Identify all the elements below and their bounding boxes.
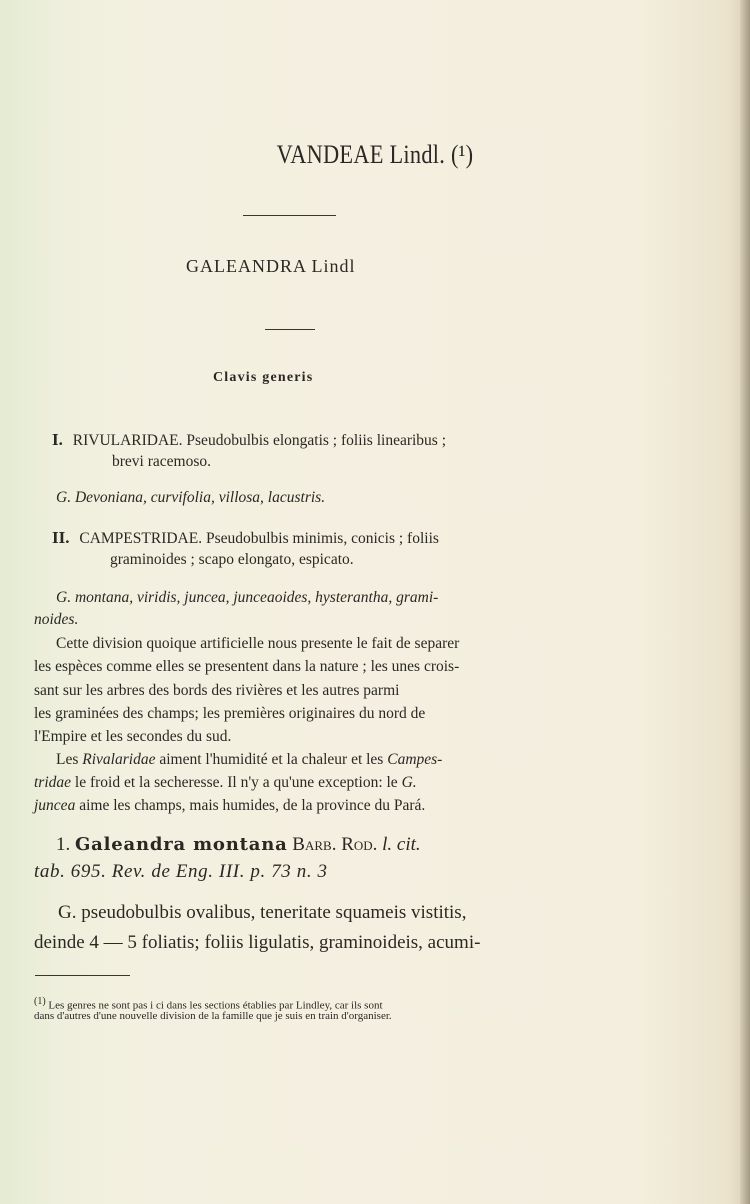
footnote-text: Les genres ne sont pas i ci dans les sections établies par Lindley, car ils sont xyxy=(48,999,383,1012)
section-1-species xyxy=(56,489,325,507)
italic-text: Campes- xyxy=(387,751,443,768)
text: Les xyxy=(56,751,83,768)
section-1-numeral: I. xyxy=(52,430,63,449)
section-2-numeral: II. xyxy=(52,528,70,547)
paragraph-2-line-1 xyxy=(56,751,442,769)
species-list: Devoniana, curvifolia, villosa, lacustris. xyxy=(74,489,326,506)
description-line-1: G. pseudobulbis ovalibus, teneritate squameis vistitis, xyxy=(58,902,467,923)
clavis-heading: Clavis generis xyxy=(213,370,314,385)
genus-divider xyxy=(265,329,315,330)
section-1-line-2: brevi racemoso. xyxy=(112,453,211,470)
italic-text: juncea xyxy=(34,797,76,814)
section-1-name: RIVULARIDAE. xyxy=(72,432,183,449)
section-2-name: CAMPESTRIDAE. xyxy=(79,530,203,547)
text: aiment l'humidité et la chaleur et les xyxy=(155,751,388,768)
paragraph-1-line: sant sur les arbres des bords des rivières et les autres parmi xyxy=(34,682,400,699)
genus-abbr: G. xyxy=(56,489,72,506)
paragraph-2-line-2 xyxy=(34,774,417,792)
section-2-species-line-2: noides. xyxy=(34,611,79,628)
footnote-number: (1) xyxy=(34,996,46,1007)
paragraph-1-line: les graminées des champs; les premières originaires du nord de xyxy=(34,705,426,722)
page-title xyxy=(53,140,698,170)
paragraph-1-line: les espèces comme elles se presentent dans la nature ; les unes crois- xyxy=(34,658,460,675)
tribe-name: VANDEAE Lindl. xyxy=(276,140,446,169)
bleed-through-text xyxy=(580,95,730,745)
italic-text: G. xyxy=(401,774,417,791)
paragraph-2-line-3 xyxy=(34,797,425,815)
section-2-line-1 xyxy=(52,528,439,548)
footnote-line-2: dans d'autres d'une nouvelle division de la famille que je suis en train d'organiser. xyxy=(34,1010,392,1022)
section-1-text: Pseudobulbis elongatis ; foliis linearibus ; xyxy=(186,432,447,449)
species-entry-line-1 xyxy=(56,834,421,856)
description-line-2: deinde 4 — 5 foliatis; foliis ligulatis, graminoideis, acumi- xyxy=(34,932,481,953)
title-divider xyxy=(243,215,336,216)
paragraph-1-line: Cette division quoique artificielle nous presente le fait de separer xyxy=(56,635,460,652)
species-name: Galeandra montana xyxy=(75,834,288,855)
page-edge xyxy=(740,0,750,1204)
genus-heading: GALEANDRA Lindl xyxy=(186,256,356,276)
species-number: 1. xyxy=(56,834,71,855)
species-citation: l. cit. xyxy=(382,834,421,855)
footnote-divider xyxy=(35,975,130,976)
section-1-line-1 xyxy=(52,430,446,450)
footnote-marker: (¹) xyxy=(450,140,474,169)
section-2-line-2: graminoides ; scapo elongato, espicato. xyxy=(110,551,354,568)
species-entry-line-2: tab. 695. Rev. de Eng. III. p. 73 n. 3 xyxy=(34,861,328,882)
section-2-species-line-1: G. montana, viridis, juncea, junceaoides, hysterantha, grami- xyxy=(56,589,439,606)
italic-text: tridae xyxy=(34,774,72,791)
text: aime les champs, mais humides, de la province du Pará. xyxy=(75,797,426,814)
italic-text: Rivalaridae xyxy=(82,751,156,768)
section-2-text: Pseudobulbis minimis, conicis ; foliis xyxy=(205,530,439,547)
text: le froid et la secheresse. Il n'y a qu'une exception: le xyxy=(71,774,402,791)
species-author: Barb. Rod. xyxy=(292,834,378,855)
paragraph-1-line: l'Empire et les secondes du sud. xyxy=(34,728,232,745)
